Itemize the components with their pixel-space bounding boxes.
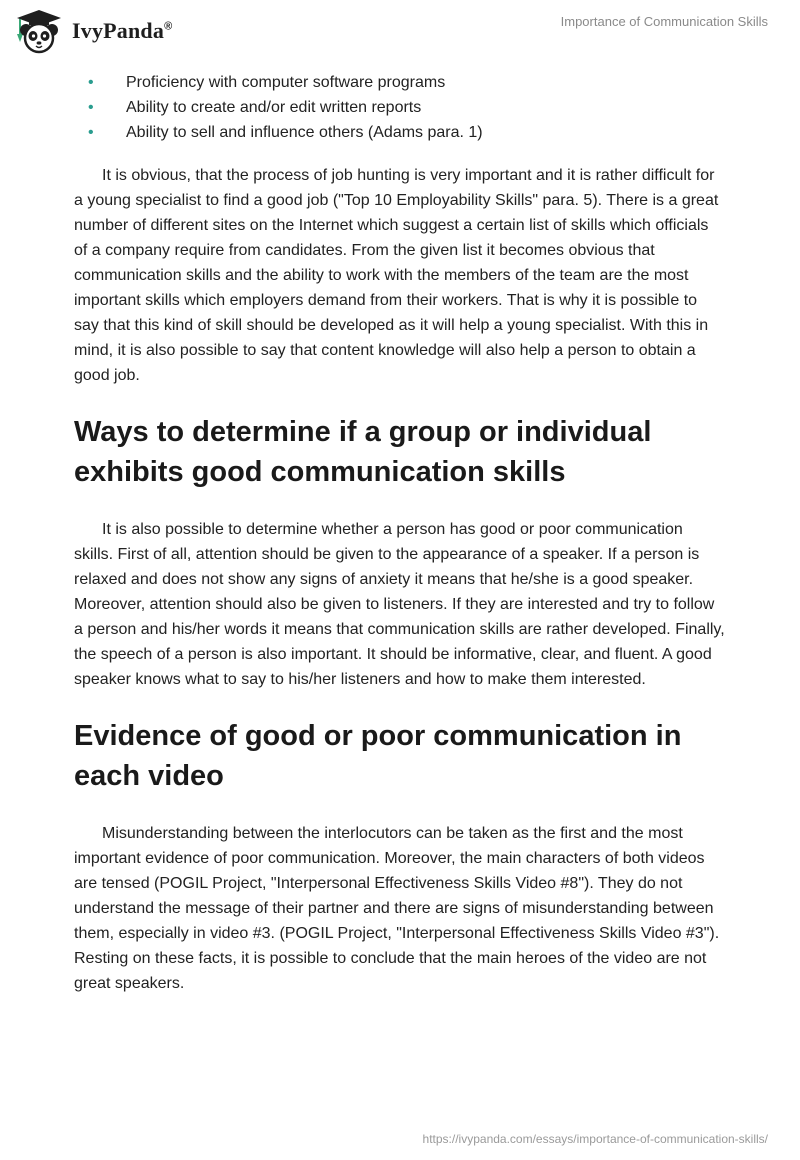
paragraph-job-hunting: It is obvious, that the process of job hunting is very important and it is rather difficult for a young specialist to find a good job ("Top 10 Employability Skills" para. 5). There is a great number of different sites on the Internet which suggest a certain list of skills which officials of a company require from candidates. From the given list it becomes obvious that communication skills and the ability to work with the members of the team are the most important skills which employers demand from their workers. That is why it is possible to say that this kind of skill should be developed as it will help a young specialist. With this in mind, it is also possible to say that content knowledge will also help a person to obtain a good job. (74, 167, 719, 384)
panda-graduate-logo-icon (14, 8, 64, 54)
ivypanda-logo[interactable] (14, 8, 172, 54)
skills-bullet-list (74, 70, 726, 145)
bullet-dot-icon: • (88, 99, 94, 116)
heading-ways-to-determine: Ways to determine if a group or individual exhibits good communication skills (74, 416, 652, 488)
page-header (0, 0, 800, 70)
bullet-dot-icon: • (88, 74, 94, 91)
paragraph-determine-skills: It is also possible to determine whether a person has good or poor communication skills. First of all, attention should be given to the appearance of a speaker. If a person is relaxed and does not show any signs of anxiety it means that he/she is a good speaker. Moreover, attention should also be given to listeners. If they are interested and try to follow a person and his/her words it means that communication skills are rather developed. Finally, the speech of a person is also important. It should be informative, clear, and fluent. A good speaker knows what to say to his/her listeners and how to make them interested. (74, 521, 725, 688)
footer-url-link[interactable]: https://ivypanda.com/essays/importance-of-communication-skills/ (422, 1132, 768, 1146)
list-item: • Proficiency with computer software programs (74, 70, 726, 95)
essay-content (74, 70, 726, 996)
list-item: • Ability to create and/or edit written reports (74, 95, 726, 120)
list-item: • Ability to sell and influence others (Adams para. 1) (74, 120, 726, 145)
paragraph-evidence: Misunderstanding between the interlocutors can be taken as the first and the most important evidence of poor communication. Moreover, the main characters of both videos are tensed (POGIL Project, "Interpersonal Effectiveness Skills Video #8"). They do not understand the message of their partner and there are signs of misunderstanding between them, especially in video #3. (POGIL Project, "Interpersonal Effectiveness Skills Video #3"). Resting on these facts, it is possible to conclude that the main heroes of the video are not great speakers. (74, 825, 720, 992)
running-title: Importance of Communication Skills (560, 14, 768, 29)
brand-name: IvyPanda® (72, 18, 173, 43)
bullet-dot-icon: • (88, 124, 94, 141)
heading-evidence-in-videos: Evidence of good or poor communication in each video (74, 720, 682, 792)
